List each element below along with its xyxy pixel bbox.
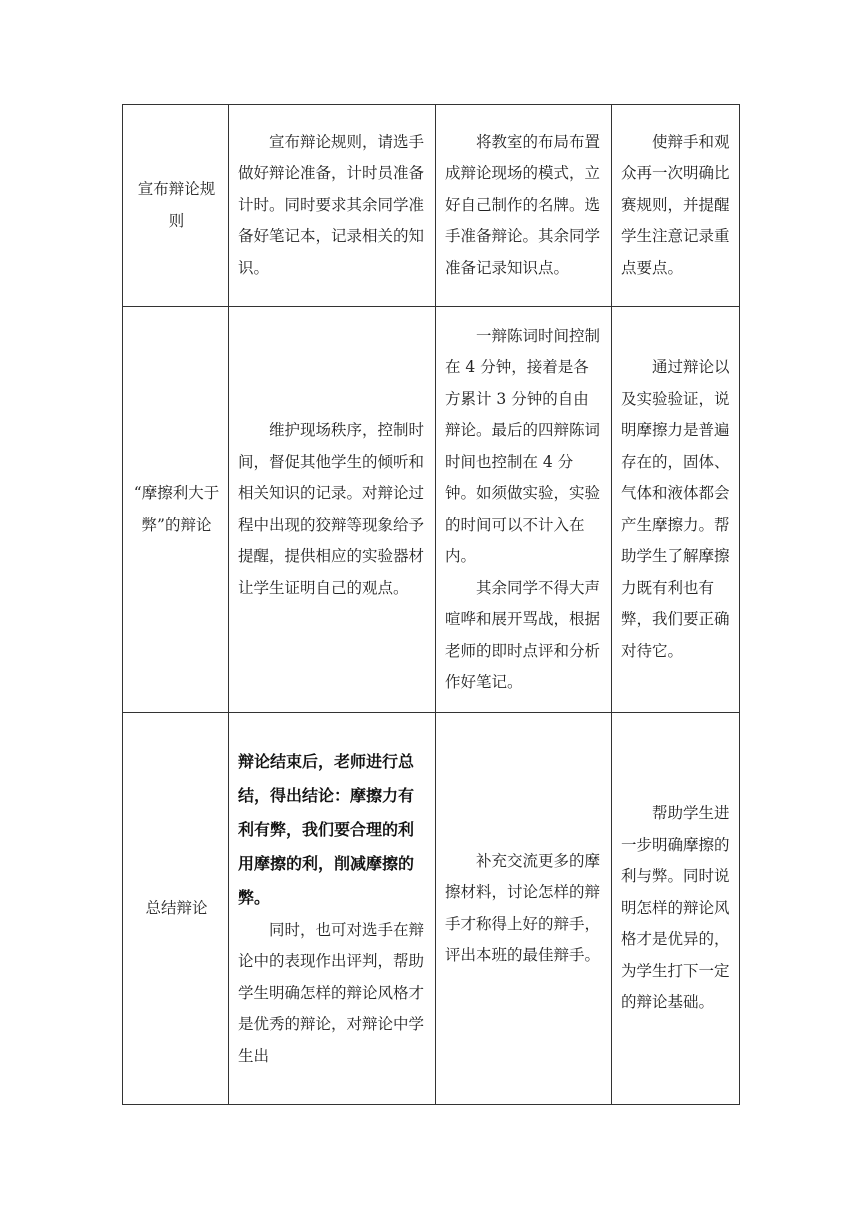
- design-intent-cell: [612, 105, 740, 307]
- paragraph: 宣布辩论规则，请选手做好辩论准备，计时员准备计时。同时要求其余同学准备好笔记本，记录相关的知识。: [238, 132, 425, 277]
- paragraph: 一辩陈词时间控制在 4 分钟，接着是各方累计 3 分钟的自由辩论。最后的四辩陈词时间也控制在 4 分钟。如须做实验，实验的时间可以不计入在内。: [445, 326, 601, 565]
- teacher-activity-cell: [229, 105, 436, 307]
- stage-cell: 宣布辩论规则: [123, 105, 229, 307]
- table-row: [123, 713, 740, 1105]
- paragraph: 补充交流更多的摩擦材料，讨论怎样的辩手才称得上好的辩手，评出本班的最佳辩手。: [445, 851, 601, 964]
- student-activity-cell: [436, 307, 612, 713]
- design-intent-cell: [612, 713, 740, 1105]
- student-activity-cell: [436, 713, 612, 1105]
- student-activity-cell: [436, 105, 612, 307]
- design-intent-cell: [612, 307, 740, 713]
- paragraph: 其余同学不得大声喧哗和展开骂战，根据老师的即时点评和分析作好笔记。: [445, 578, 601, 691]
- paragraph: 帮助学生进一步明确摩擦的利与弊。同时说明怎样的辩论风格才是优异的，为学生打下一定的辩论基础。: [621, 804, 730, 1012]
- paragraph: 将教室的布局布置成辩论现场的模式，立好自己制作的名牌。选手准备辩论。其余同学准备记录知识点。: [445, 132, 601, 277]
- paragraph: 维护现场秩序，控制时间，督促其他学生的倾听和相关知识的记录。对辩论过程中出现的狡辩等现象给予提醒，提供相应的实验器材让学生证明自己的观点。: [238, 421, 425, 597]
- teacher-activity-cell: [229, 713, 436, 1105]
- paragraph: 同时，也可对选手在辩论中的表现作出评判，帮助学生明确怎样的辩论风格才是优秀的辩论，对辩论中学生出: [238, 920, 425, 1065]
- paragraph: 使辩手和观众再一次明确比赛规则，并提醒学生注意记录重点要点。: [621, 132, 730, 277]
- bold-paragraph: 辩论结束后，老师进行总结，得出结论：摩擦力有利有弊，我们要合理的利用摩擦的利，削减摩擦的弊。: [238, 751, 415, 907]
- stage-cell: “摩擦利大于弊”的辩论: [123, 307, 229, 713]
- lesson-plan-table: [122, 104, 740, 1105]
- teacher-activity-cell: [229, 307, 436, 713]
- table-row: [123, 307, 740, 713]
- stage-cell: 总结辩论: [123, 713, 229, 1105]
- table-row: [123, 105, 740, 307]
- paragraph: 通过辩论以及实验验证，说明摩擦力是普遍存在的，固体、气体和液体都会产生摩擦力。帮助学生了解摩擦力既有利也有弊，我们要正确对待它。: [621, 358, 730, 660]
